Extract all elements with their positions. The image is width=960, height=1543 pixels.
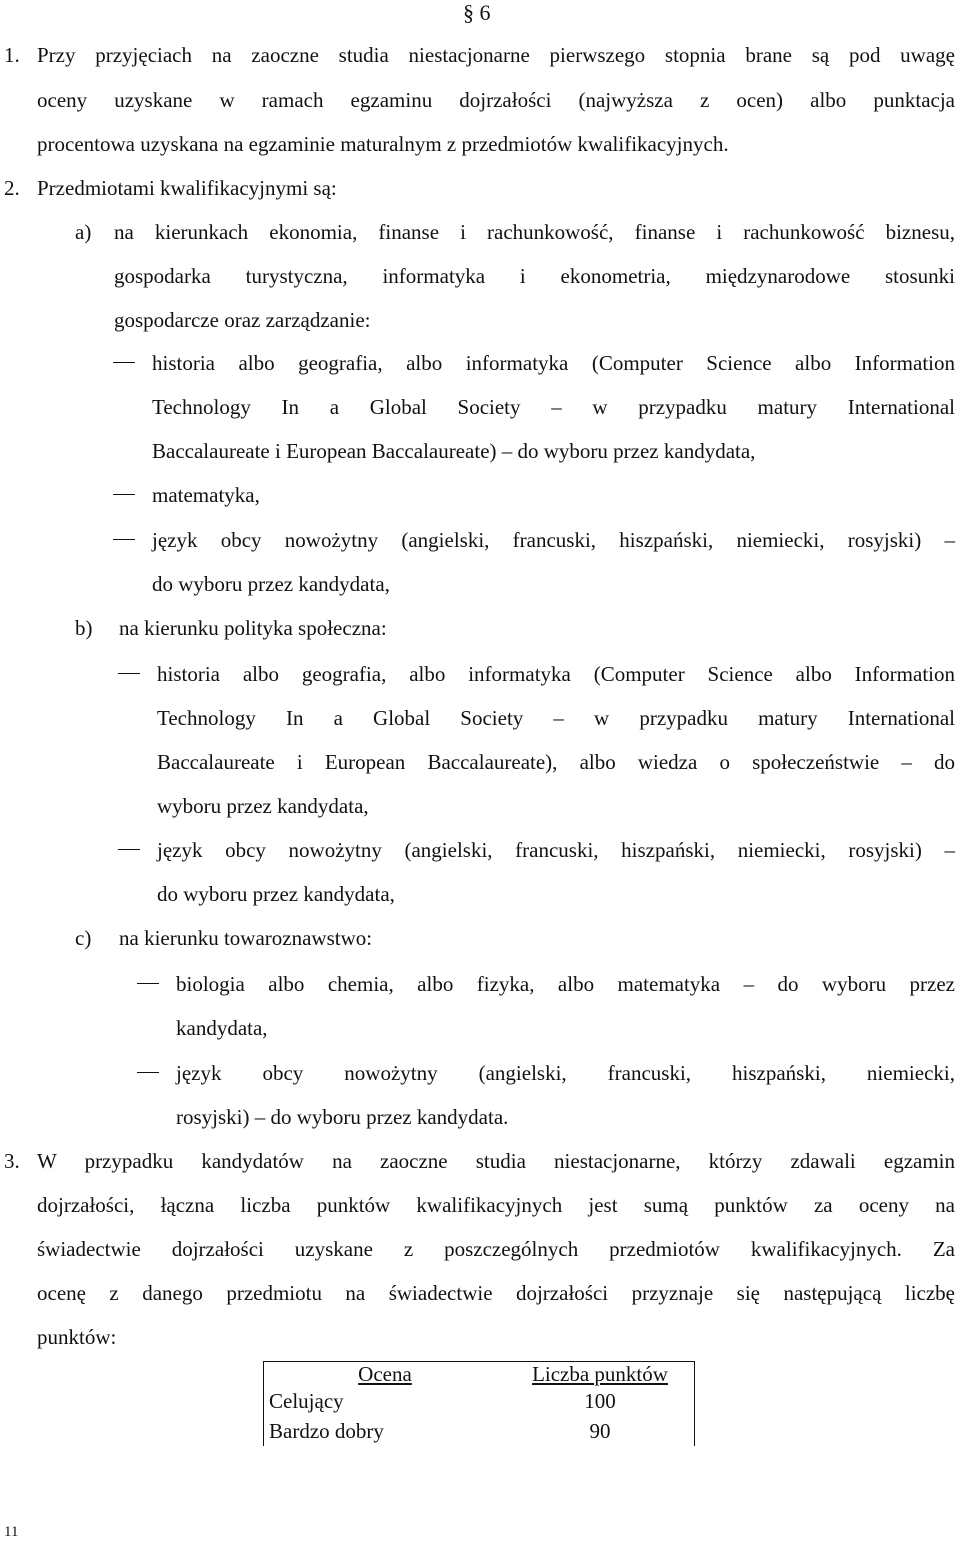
table-header-row [264,1362,695,1387]
dash-bullet [113,494,135,495]
table-header-cell: Liczba punktów [506,1362,695,1387]
a-item-1-line: historia albo geografia, albo informatyka (Computer Science albo Information [152,351,955,375]
list-label-b: b) [75,616,93,640]
page-number: 11 [4,1524,19,1540]
c-item-2-line: język obcy nowożytny (angielski, francuski, hiszpański, niemiecki, [176,1061,955,1085]
p3-line: punktów: [37,1325,117,1349]
b-item-2-line: do wyboru przez kandydata, [157,882,395,906]
dash-bullet [137,1072,159,1073]
dash-bullet [118,673,140,674]
table-cell-grade: Celujący [264,1386,507,1416]
b-title: na kierunku polityka społeczna: [119,616,387,640]
dash-bullet [137,983,159,984]
b-item-2-line: język obcy nowożytny (angielski, francuski, hiszpański, niemiecki, rosyjski) – [157,838,955,862]
dash-bullet [113,362,135,363]
table-row [264,1416,695,1446]
p3-line: świadectwie dojrzałości uzyskane z poszczególnych przedmiotów kwalifikacyjnych. Za [37,1237,955,1261]
p2-number: 2. [4,176,20,200]
b-item-1-line: historia albo geografia, albo informatyka (Computer Science albo Information [157,662,955,686]
table-cell-points: 100 [506,1386,695,1416]
p3-line: ocenę z danego przedmiotu na świadectwie dojrzałości przyznaje się następującą liczbę [37,1281,955,1305]
c-item-1-line: biologia albo chemia, albo fizyka, albo matematyka – do wyboru przez [176,972,955,996]
a-item-3-line: język obcy nowożytny (angielski, francuski, hiszpański, niemiecki, rosyjski) – [152,528,955,552]
p3-line: dojrzałości, łączna liczba punktów kwalifikacyjnych jest sumą punktów za oceny na [37,1193,955,1217]
b-item-1-line: Baccalaureate i European Baccalaureate), albo wiedza o społeczeństwie – do [157,750,955,774]
p1-line: Przy przyjęciach na zaoczne studia niestacjonarne pierwszego stopnia brane są pod uwagę [37,43,955,67]
p1-line: procentowa uzyskana na egzaminie maturalnym z przedmiotów kwalifikacyjnych. [37,132,729,156]
p3-number: 3. [4,1149,20,1173]
p1-number: 1. [4,43,20,67]
a-item-1-line: Technology In a Global Society – w przypadku matury International [152,395,955,419]
a-line: gospodarka turystyczna, informatyka i ekonometria, międzynarodowe stosunki [114,264,955,288]
dash-bullet [113,539,135,540]
c-item-1-line: kandydata, [176,1016,268,1040]
table-cell-points: 90 [506,1416,695,1446]
table-cell-grade: Bardzo dobry [264,1416,507,1446]
points-table [263,1361,695,1446]
a-line: gospodarcze oraz zarządzanie: [114,308,371,332]
a-item-2-line: matematyka, [152,483,260,507]
b-item-1-line: Technology In a Global Society – w przypadku matury International [157,706,955,730]
b-item-1-line: wyboru przez kandydata, [157,794,369,818]
section-heading: § 6 [463,0,491,25]
dash-bullet [118,849,140,850]
list-label-c: c) [75,926,92,950]
table-row [264,1386,695,1416]
p3-line: W przypadku kandydatów na zaoczne studia niestacjonarne, którzy zdawali egzamin [37,1149,955,1173]
p2-lead: Przedmiotami kwalifikacyjnymi są: [37,176,337,200]
p1-line: oceny uzyskane w ramach egzaminu dojrzałości (najwyższa z ocen) albo punktacja [37,88,955,112]
c-item-2-line: rosyjski) – do wyboru przez kandydata. [176,1105,509,1129]
a-item-1-line: Baccalaureate i European Baccalaureate) – do wyboru przez kandydata, [152,439,756,463]
a-item-3-line: do wyboru przez kandydata, [152,572,390,596]
c-title: na kierunku towaroznawstwo: [119,926,373,950]
a-line: na kierunkach ekonomia, finanse i rachunkowość, finanse i rachunkowość biznesu, [114,220,955,244]
table-header-cell: Ocena [264,1362,507,1387]
list-label-a: a) [75,220,92,244]
